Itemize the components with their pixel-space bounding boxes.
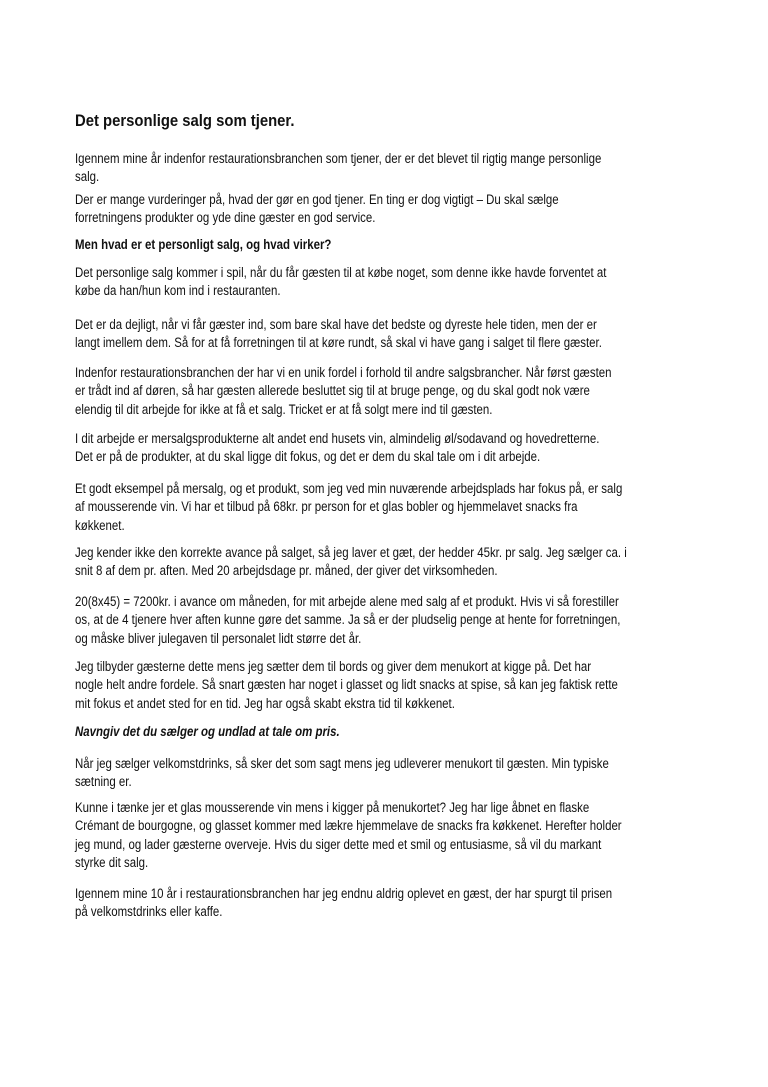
text-line: salg. (75, 169, 100, 185)
text-line: forretningens produkter og yde dine gæster en god service. (75, 210, 376, 226)
text-line: Indenfor restaurationsbranchen der har vi en unik fordel i forhold til andre salgsbrancher. Når først gæsten (75, 365, 612, 380)
text-line: Crémant de bourgogne, og glasset kommer med lækre hjemmelave de snacks fra køkkenet. Herefter holder (75, 818, 622, 834)
text-line: styrke dit salg. (75, 855, 149, 871)
text-line: køkkenet. (75, 517, 125, 533)
text-line: er trådt ind af døren, så har gæsten allerede besluttet sig til at bruge penge, og du skal godt nok være (75, 383, 590, 399)
text-line: Det er på de produkter, at du skal ligge dit fokus, og det er dem du skal tale om i dit arbejde. (75, 449, 541, 465)
text-line: Jeg kender ikke den korrekte avance på salget, så jeg laver et gæt, der hedder 45kr. pr salg. Jeg sælger ca. i (75, 545, 627, 560)
text-line: Igennem mine 10 år i restaurationsbranchen har jeg endnu aldrig oplevet en gæst, der har spurgt til prisen (75, 886, 613, 901)
section-heading (75, 723, 385, 741)
text-line: Navngiv det du sælger og undlad at tale om pris. (75, 724, 340, 739)
text-line: Kunne i tænke jer et glas mousserende vin mens i kigger på menukortet? Jeg har lige åbnet en flaske (75, 800, 590, 815)
paragraph (75, 799, 714, 873)
text-line: jeg mund, og lader gæsterne overveje. Hvis du siger dette med et smil og entusiasme, så vil du markant (75, 836, 602, 852)
paragraph (75, 150, 691, 187)
paragraph (75, 264, 697, 301)
text-line: Men hvad er et personligt salg, og hvad virker? (75, 237, 332, 252)
text-line: Igennem mine år indenfor restaurationsbranchen som tjener, der er det blevet til rigtig mange personlige (75, 151, 602, 166)
text-line: Det er da dejligt, når vi får gæster ind, som bare skal have det bedste og dyreste hele tiden, men der er (75, 317, 597, 332)
text-line: og måske bliver julegaven til personalet lidt større det år. (75, 630, 362, 646)
text-line: langt imellem dem. Så for at få forretningen til at køre rundt, så skal vi have gang i salget til flere gæster. (75, 335, 602, 351)
title-text: Det personlige salg som tjener. (75, 112, 295, 130)
text-line: nogle helt andre fordele. Så snart gæsten har noget i glasset og lidt snacks at spise, så kan jeg faktisk rette (75, 677, 618, 693)
paragraph (75, 316, 691, 353)
paragraph (75, 191, 641, 228)
text-line: os, at de 4 tjenere hver aften kunne gøre det samme. Ja så er der pludselig penge at hente for forretningen, (75, 612, 621, 628)
paragraph (75, 593, 713, 648)
paragraph (75, 755, 699, 792)
text-line: sætning er. (75, 774, 132, 790)
document-title (75, 110, 319, 132)
paragraph (75, 544, 720, 581)
text-line: 20(8x45) = 7200kr. i avance om måneden, for mit arbejde alene med salg af et produkt. Hvis vi så forestiller (75, 594, 619, 609)
paragraph (75, 658, 710, 713)
text-line: I dit arbejde er mersalgsprodukterne alt andet end husets vin, almindelig øl/sodavand og hovedretterne. (75, 431, 600, 446)
paragraph (75, 885, 703, 922)
text-line: Når jeg sælger velkomstdrinks, så sker det som sagt mens jeg udleverer menukort til gæsten. Min typiske (75, 756, 609, 771)
paragraph (75, 364, 702, 419)
section-heading (75, 236, 375, 254)
paragraph (75, 430, 688, 467)
text-line: Der er mange vurderinger på, hvad der gør en god tjener. En ting er dog vigtigt – Du skal sælge (75, 192, 559, 207)
text-line: Et godt eksempel på mersalg, og et produkt, som jeg ved min nuværende arbejdsplads har fokus på, er salg (75, 481, 623, 496)
text-line: på velkomstdrinks eller kaffe. (75, 904, 223, 920)
text-line: købe da han/hun kom ind i restauranten. (75, 283, 281, 299)
text-line: af mousserende vin. Vi har et tilbud på 68kr. pr person for et glas bobler og hjemmelavet snacks fra (75, 499, 578, 515)
text-line: elendig til dit arbejde for ikke at få et salg. Tricket er at få solgt mere ind til gæsten. (75, 401, 493, 417)
text-line: snit 8 af dem pr. aften. Med 20 arbejdsdage pr. måned, der giver det virksomheden. (75, 563, 498, 579)
paragraph (75, 480, 715, 535)
text-line: Det personlige salg kommer i spil, når du får gæsten til at købe noget, som denne ikke havde forventet at (75, 265, 607, 280)
text-line: Jeg tilbyder gæsterne dette mens jeg sætter dem til bords og giver dem menukort at kigge på. Det har (75, 659, 592, 674)
text-line: mit fokus et andet sted for en tid. Jeg har også skabt ekstra tid til køkkenet. (75, 695, 455, 711)
